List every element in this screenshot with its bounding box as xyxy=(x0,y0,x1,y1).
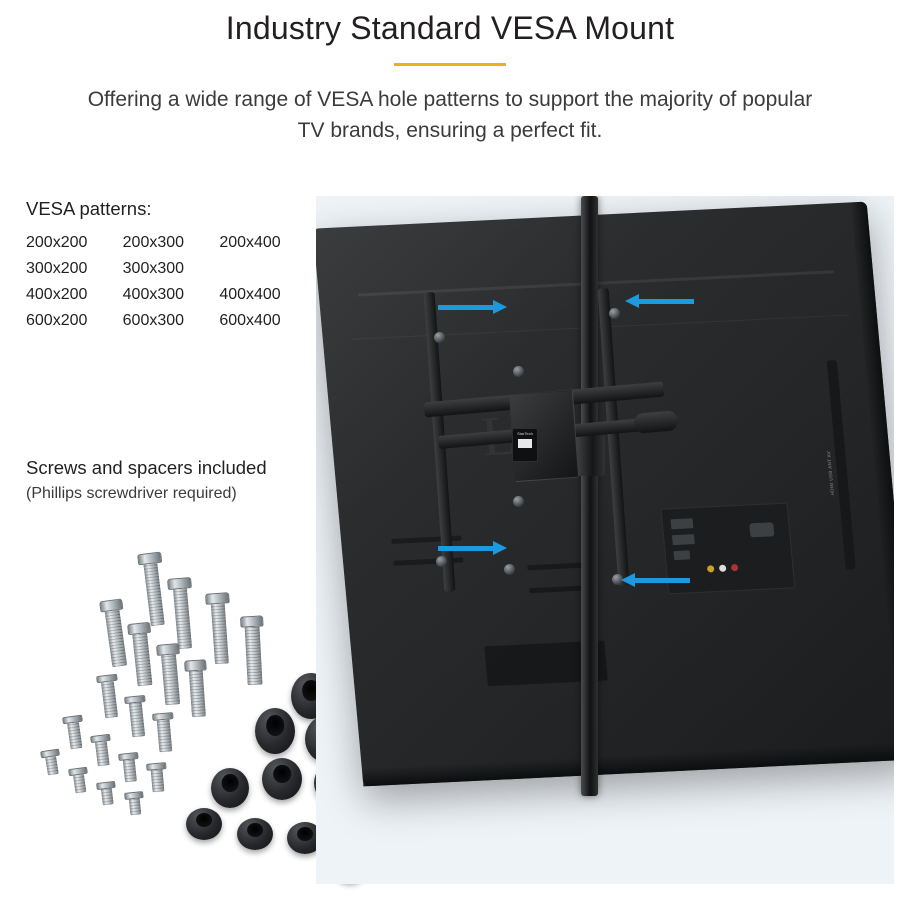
title-divider xyxy=(394,63,506,66)
product-photo xyxy=(316,196,894,884)
screw-shaft xyxy=(67,722,83,749)
screw-long xyxy=(240,615,267,685)
screw-short xyxy=(96,781,118,806)
bracket-screw xyxy=(513,496,524,507)
table-row xyxy=(26,230,316,256)
tv-right-edge xyxy=(851,202,894,760)
vesa-cell: 200x400 xyxy=(219,234,281,251)
screw-shaft xyxy=(129,702,145,737)
hardware-note: (Phillips screwdriver required) xyxy=(26,485,237,502)
bracket-screw xyxy=(513,366,524,377)
spacer-hole xyxy=(222,774,239,792)
bracket-screw xyxy=(434,332,445,343)
screw-shaft xyxy=(101,681,118,718)
arrow-lower-right xyxy=(634,578,690,583)
screw-short xyxy=(124,791,145,816)
spacer-hole xyxy=(273,765,291,783)
vesa-cell: 400x200 xyxy=(26,286,88,303)
screw-shaft xyxy=(161,654,180,705)
screw-medium xyxy=(152,712,176,753)
table-row xyxy=(26,308,316,334)
screw-short xyxy=(68,767,90,794)
vesa-cell: 400x400 xyxy=(219,286,281,303)
vesa-cell xyxy=(219,256,316,282)
screw-shaft xyxy=(105,610,127,667)
table-row xyxy=(26,282,316,308)
screw-long xyxy=(156,643,184,706)
vesa-cell: 200x200 xyxy=(26,234,88,251)
bracket-screw xyxy=(504,564,515,575)
usb-port xyxy=(674,550,691,560)
screw-short xyxy=(40,749,63,777)
screw-shaft xyxy=(245,627,262,686)
screw-long xyxy=(99,598,131,668)
tv-bottom-edge xyxy=(362,741,894,786)
arrow-lower-left xyxy=(438,546,494,551)
screw-head xyxy=(184,659,207,672)
header xyxy=(0,0,900,146)
vesa-cell: 200x300 xyxy=(122,234,185,251)
composite-video-jack xyxy=(707,565,715,572)
vesa-cell: 600x200 xyxy=(26,312,88,329)
screw-long xyxy=(205,592,234,665)
hardware-heading: Screws and spacers included xyxy=(26,457,267,478)
arrow-upper-right xyxy=(638,299,694,304)
audio-left-jack xyxy=(719,564,727,571)
vesa-patterns-heading: VESA patterns: xyxy=(26,198,152,219)
antenna-port xyxy=(750,522,775,537)
screw-shaft xyxy=(143,563,165,626)
vesa-patterns-block xyxy=(26,196,316,334)
screw-shaft xyxy=(73,774,87,793)
bracket-screw xyxy=(609,308,620,319)
mount-logo-tag xyxy=(512,428,538,462)
spacer-hole xyxy=(247,823,263,837)
tv-io-side-label: HDMI USB ANT AV xyxy=(826,451,836,496)
screw-shaft xyxy=(45,756,59,776)
screw-short xyxy=(62,715,86,750)
screw-long xyxy=(127,622,156,687)
hardware-included-block xyxy=(26,455,326,505)
screw-head xyxy=(205,592,230,605)
screw-shaft xyxy=(133,633,153,686)
screw-shaft xyxy=(189,670,206,717)
screw-medium xyxy=(124,695,149,738)
screw-long xyxy=(167,577,197,650)
vesa-patterns-table xyxy=(26,230,316,334)
page-title: Industry Standard VESA Mount xyxy=(225,10,675,46)
screw-shaft xyxy=(128,798,141,815)
screw-shaft xyxy=(210,603,229,664)
arrow-upper-left xyxy=(438,305,494,310)
spacer-hole xyxy=(196,813,212,827)
vesa-cell: 300x200 xyxy=(26,260,88,277)
screw-medium xyxy=(96,674,122,719)
spacer xyxy=(186,808,222,840)
bracket-screw xyxy=(436,556,447,567)
screw-head xyxy=(240,615,264,627)
screw-shaft xyxy=(157,719,173,752)
hdmi-port xyxy=(672,534,695,545)
screw-shaft xyxy=(101,788,115,805)
screw-short xyxy=(90,734,114,767)
vesa-cell: 300x300 xyxy=(122,260,185,277)
screw-long xyxy=(137,552,170,627)
tv-vent xyxy=(527,563,587,571)
screw-shaft xyxy=(95,741,110,766)
spacer xyxy=(237,818,273,850)
screw-shaft xyxy=(123,759,138,782)
spacer xyxy=(211,768,249,808)
vesa-cell: 600x300 xyxy=(122,312,185,329)
screw-shaft xyxy=(150,769,164,792)
mount-logo-bar xyxy=(518,439,532,448)
vesa-cell: 600x400 xyxy=(219,312,281,329)
audio-right-jack xyxy=(731,564,739,571)
mount-logo-label: StarTech xyxy=(517,431,533,436)
page-subtitle: Offering a wide range of VESA hole patterns to support the majority of popular TV brands, ensuring a perfect fit. xyxy=(87,88,813,142)
hardware-illustration xyxy=(0,520,330,900)
spacer xyxy=(255,708,295,754)
mount-pole xyxy=(581,196,598,796)
spacer-hole xyxy=(297,827,313,841)
spacer-hole xyxy=(266,715,284,735)
screw-shaft xyxy=(173,588,193,649)
table-row xyxy=(26,256,316,282)
screw-long xyxy=(184,659,210,717)
spacer xyxy=(262,758,302,800)
screw-short xyxy=(118,752,141,783)
hdmi-port xyxy=(671,518,694,529)
vesa-cell: 400x300 xyxy=(122,286,185,303)
screw-short xyxy=(146,762,168,793)
